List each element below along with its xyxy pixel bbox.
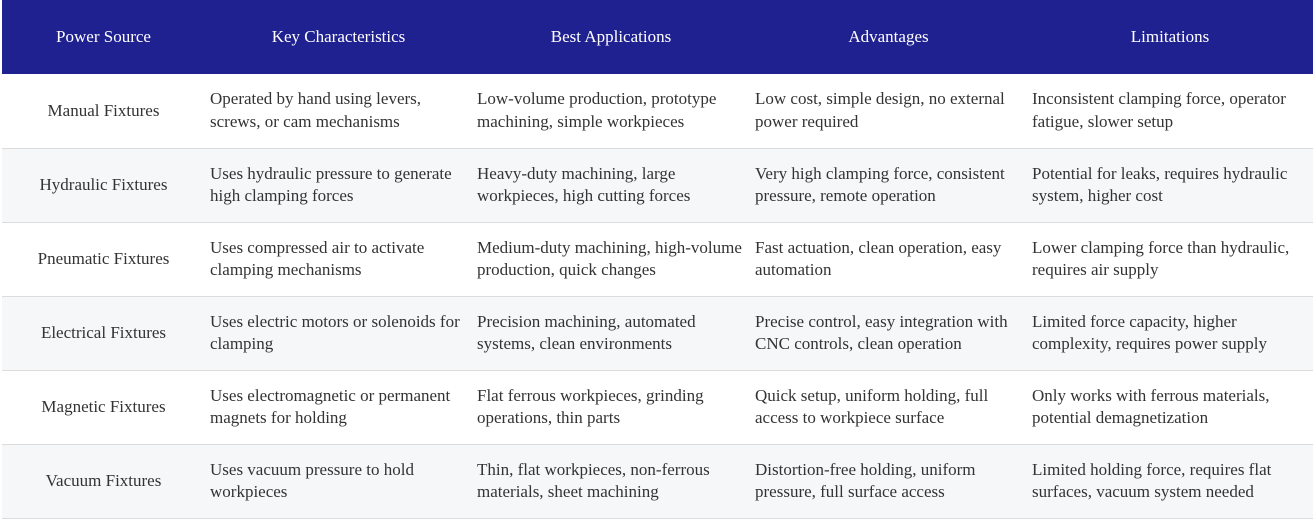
table-body	[2, 74, 1313, 518]
cell-advantages: Distortion-free holding, uniform pressure, full surface access	[755, 459, 976, 501]
table-header	[2, 0, 1313, 74]
cell-best-applications: Medium-duty machining, high-volume production, quick changes	[477, 237, 742, 279]
cell-advantages: Quick setup, uniform holding, full access to workpiece surface	[755, 385, 989, 427]
cell-limitations: Limited force capacity, higher complexity, requires power supply	[1032, 311, 1267, 353]
cell-best-applications: Low-volume production, prototype machining, simple workpieces	[477, 89, 717, 131]
table-row	[2, 296, 1313, 370]
fixture-power-source-table-container	[2, 0, 1313, 519]
cell-limitations: Only works with ferrous materials, potential demagnetization	[1032, 385, 1270, 427]
cell-key-characteristics: Uses hydraulic pressure to generate high clamping forces	[210, 163, 452, 205]
header-row	[2, 0, 1313, 74]
cell-power-source: Vacuum Fixtures	[45, 470, 162, 490]
cell-power-source: Hydraulic Fixtures	[39, 174, 168, 194]
cell-power-source: Manual Fixtures	[47, 100, 160, 120]
table-row	[2, 444, 1313, 518]
header-best-applications: Best Applications	[550, 27, 672, 46]
table-row	[2, 148, 1313, 222]
cell-best-applications: Thin, flat workpieces, non-ferrous materials, sheet machining	[477, 459, 710, 501]
cell-advantages: Fast actuation, clean operation, easy automation	[755, 237, 1002, 279]
cell-power-source: Pneumatic Fixtures	[37, 248, 170, 268]
cell-advantages: Precise control, easy integration with CNC controls, clean operation	[755, 311, 1008, 353]
table-row	[2, 74, 1313, 148]
cell-power-source: Electrical Fixtures	[40, 322, 167, 342]
cell-limitations: Inconsistent clamping force, operator fatigue, slower setup	[1032, 89, 1286, 131]
cell-key-characteristics: Uses compressed air to activate clamping mechanisms	[210, 237, 425, 279]
cell-key-characteristics: Operated by hand using levers, screws, or cam mechanisms	[210, 89, 422, 131]
header-advantages: Advantages	[848, 27, 929, 46]
cell-key-characteristics: Uses electromagnetic or permanent magnets for holding	[210, 385, 451, 427]
cell-limitations: Limited holding force, requires flat surfaces, vacuum system needed	[1032, 459, 1272, 501]
cell-key-characteristics: Uses electric motors or solenoids for clamping	[210, 311, 460, 353]
header-power-source: Power Source	[56, 27, 151, 46]
cell-best-applications: Flat ferrous workpieces, grinding operations, thin parts	[477, 385, 704, 427]
header-key-characteristics: Key Characteristics	[271, 27, 406, 46]
table-row	[2, 370, 1313, 444]
table-row	[2, 222, 1313, 296]
cell-limitations: Lower clamping force than hydraulic, requires air supply	[1032, 237, 1290, 279]
fixture-power-source-table	[2, 0, 1313, 519]
cell-best-applications: Heavy-duty machining, large workpieces, high cutting forces	[477, 163, 691, 205]
header-limitations: Limitations	[1130, 27, 1210, 46]
cell-advantages: Very high clamping force, consistent pressure, remote operation	[755, 163, 1005, 205]
cell-power-source: Magnetic Fixtures	[41, 396, 166, 416]
cell-key-characteristics: Uses vacuum pressure to hold workpieces	[210, 459, 414, 501]
cell-best-applications: Precision machining, automated systems, clean environments	[477, 311, 696, 353]
cell-advantages: Low cost, simple design, no external power required	[755, 89, 1005, 131]
cell-limitations: Potential for leaks, requires hydraulic system, higher cost	[1032, 163, 1288, 205]
